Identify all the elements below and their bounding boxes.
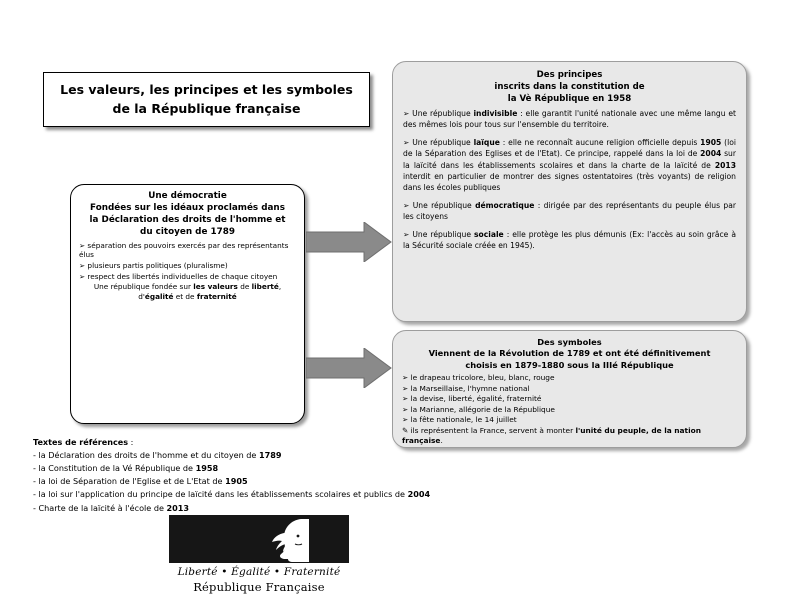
list-item: ➢ séparation des pouvoirs exercés par des représentants élus	[79, 240, 289, 260]
list-item: ➢ le drapeau tricolore, bleu, blanc, rouge	[402, 373, 555, 383]
principle-1-keyword: indivisible	[473, 109, 518, 119]
democracy-closing-mid-2: , d'	[138, 282, 282, 302]
reference-2-year: 1958	[195, 463, 219, 474]
reference-4-year: 2004	[407, 489, 431, 500]
title-box	[43, 72, 370, 127]
principle-indivisible	[403, 108, 736, 131]
list-item	[33, 462, 733, 475]
principles-body	[403, 108, 736, 251]
symbols-closing-prefix: ✎ ils représentent la France, servent à monter	[402, 425, 576, 435]
principles-card	[392, 61, 747, 322]
marianne-profile-icon	[271, 517, 315, 563]
principle-2-year-2013: 2013	[714, 160, 736, 170]
democracy-heading-line-1: Une démocratie	[148, 191, 227, 201]
principle-1-text: : elle garantit l'unité nationale avec une même langu et des mêmes lois pour tous sur l'ensemble du territoire.	[403, 109, 736, 130]
principle-3-text: : dirigée par des représentants du peuple élus par les citoyens	[403, 200, 736, 222]
principle-laique	[403, 137, 736, 194]
list-item: ➢ la Marseillaise, l'hymne national	[402, 383, 530, 393]
arrow-to-symbols-icon	[306, 348, 392, 388]
references-heading-suffix: :	[128, 437, 134, 447]
principle-2-year-2004: 2004	[700, 149, 722, 159]
reference-5-year: 2013	[166, 502, 190, 513]
reference-3-year: 1905	[225, 476, 248, 487]
principle-4-prefix: ➢ Une république	[403, 229, 474, 239]
democracy-closing-bold-4: fraternité	[196, 292, 237, 302]
democracy-heading	[79, 191, 296, 239]
principle-2-text-1: : elle ne reconnaît aucune religion officielle depuis	[499, 137, 701, 147]
logo-name: République Française	[193, 580, 325, 594]
principle-4-keyword: sociale	[473, 229, 504, 239]
principle-2-prefix: ➢ Une république	[403, 137, 474, 147]
democracy-body	[79, 241, 296, 302]
principle-2-year-1905: 1905	[700, 137, 722, 147]
title-line-2: de la République française	[112, 100, 301, 116]
principle-2-text-4: interdit en particulier de montrer des signes ostentatoires (très voyants) de religion dans les écoles publiques	[403, 172, 736, 193]
marianne-icon	[169, 515, 349, 563]
reference-4-text: - la loi sur l'application du principe de laïcité dans les établissements scolaires et publics de	[33, 489, 408, 500]
democracy-closing-bold-3: égalité	[144, 292, 174, 302]
democracy-closing-mid: de	[237, 282, 252, 292]
list-item: ➢ plusieurs partis politiques (pluralisme)	[79, 260, 228, 270]
democracy-closing-bold-1: les valeurs	[193, 282, 238, 292]
reference-5-text: - Charte de la laïcité à l'école de	[33, 502, 167, 513]
symbols-heading-line-1: Des symboles	[537, 337, 602, 347]
principle-2-keyword: laïque	[473, 137, 500, 147]
references-heading	[33, 436, 733, 449]
principle-3-keyword: démocratique	[475, 200, 535, 210]
reference-1-text: - la Déclaration des droits de l'homme et du citoyen de	[33, 450, 259, 461]
principle-democratique	[403, 200, 736, 223]
symbols-closing-suffix: .	[440, 436, 443, 446]
principles-heading-line-1: Des principes	[536, 70, 603, 80]
reference-1-year: 1789	[259, 450, 282, 461]
list-item: ➢ la fête nationale, le 14 juillet	[402, 415, 517, 425]
symbols-heading	[402, 337, 737, 371]
reference-3-text: - la loi de Séparation de l'Eglise et de L'Etat de	[33, 476, 226, 487]
principle-2-text-3: sur la laïcité dans les établissements scolaires et dans la charte de la laïcité de	[403, 149, 736, 170]
principle-sociale	[403, 229, 736, 252]
symbols-card	[392, 330, 747, 448]
democracy-closing-prefix: Une république fondée sur	[93, 282, 194, 292]
list-item: ➢ la Marianne, allégorie de la République	[402, 404, 555, 414]
principle-3-prefix: ➢ Une république	[403, 200, 476, 210]
arrow-to-principles-icon	[306, 222, 392, 262]
list-item	[33, 475, 733, 488]
democracy-closing	[79, 282, 296, 301]
principles-heading-line-2: inscrits dans la constitution de	[494, 82, 645, 93]
reference-2-text: - la Constitution de la Vé République de	[33, 463, 196, 474]
logo-motto: Liberté • Égalité • Fraternité	[177, 566, 341, 578]
symbols-closing-bold: l'unité du peuple, de la nation française	[402, 425, 701, 446]
principles-heading-line-3: la Vè République en 1958	[507, 94, 632, 105]
principle-1-prefix: ➢ Une république	[403, 109, 474, 119]
principles-heading	[403, 69, 736, 105]
references-heading-label: Textes de références	[33, 437, 129, 447]
republique-francaise-logo	[169, 515, 349, 594]
list-item	[33, 488, 733, 501]
list-item	[33, 449, 733, 462]
democracy-heading-line-2: Fondées sur les idéaux proclamés dans	[90, 202, 285, 213]
list-item: ➢ respect des libertés individuelles de chaque citoyen	[79, 271, 278, 281]
democracy-heading-line-3: la Déclaration des droits de l'homme et	[89, 214, 286, 225]
democracy-heading-line-4: du citoyen de 1789	[140, 226, 235, 237]
principle-2-text-2: (loi de la Séparation des Eglises et de l'Etat). Ce principe, rappelé dans la loi de	[403, 137, 736, 159]
symbols-heading-line-2: Viennent de la Révolution de 1789 et ont été définitivement	[428, 348, 711, 359]
democracy-closing-bold-2: liberté	[251, 282, 279, 292]
principle-4-text: : elle protège les plus démunis (Ex: l'accès au soin grâce à la Sécurité sociale créée en 1945).	[403, 229, 736, 250]
page-title	[52, 81, 361, 117]
references-section	[33, 436, 733, 515]
symbols-heading-line-3: choisis en 1879-1880 sous la IIIé République	[465, 359, 674, 370]
list-item	[33, 502, 733, 515]
title-line-1: Les valeurs, les principes et les symboles	[60, 82, 353, 98]
democracy-closing-mid-3: et de	[173, 292, 197, 302]
list-item: ➢ la devise, liberté, égalité, fraternité	[402, 394, 542, 404]
